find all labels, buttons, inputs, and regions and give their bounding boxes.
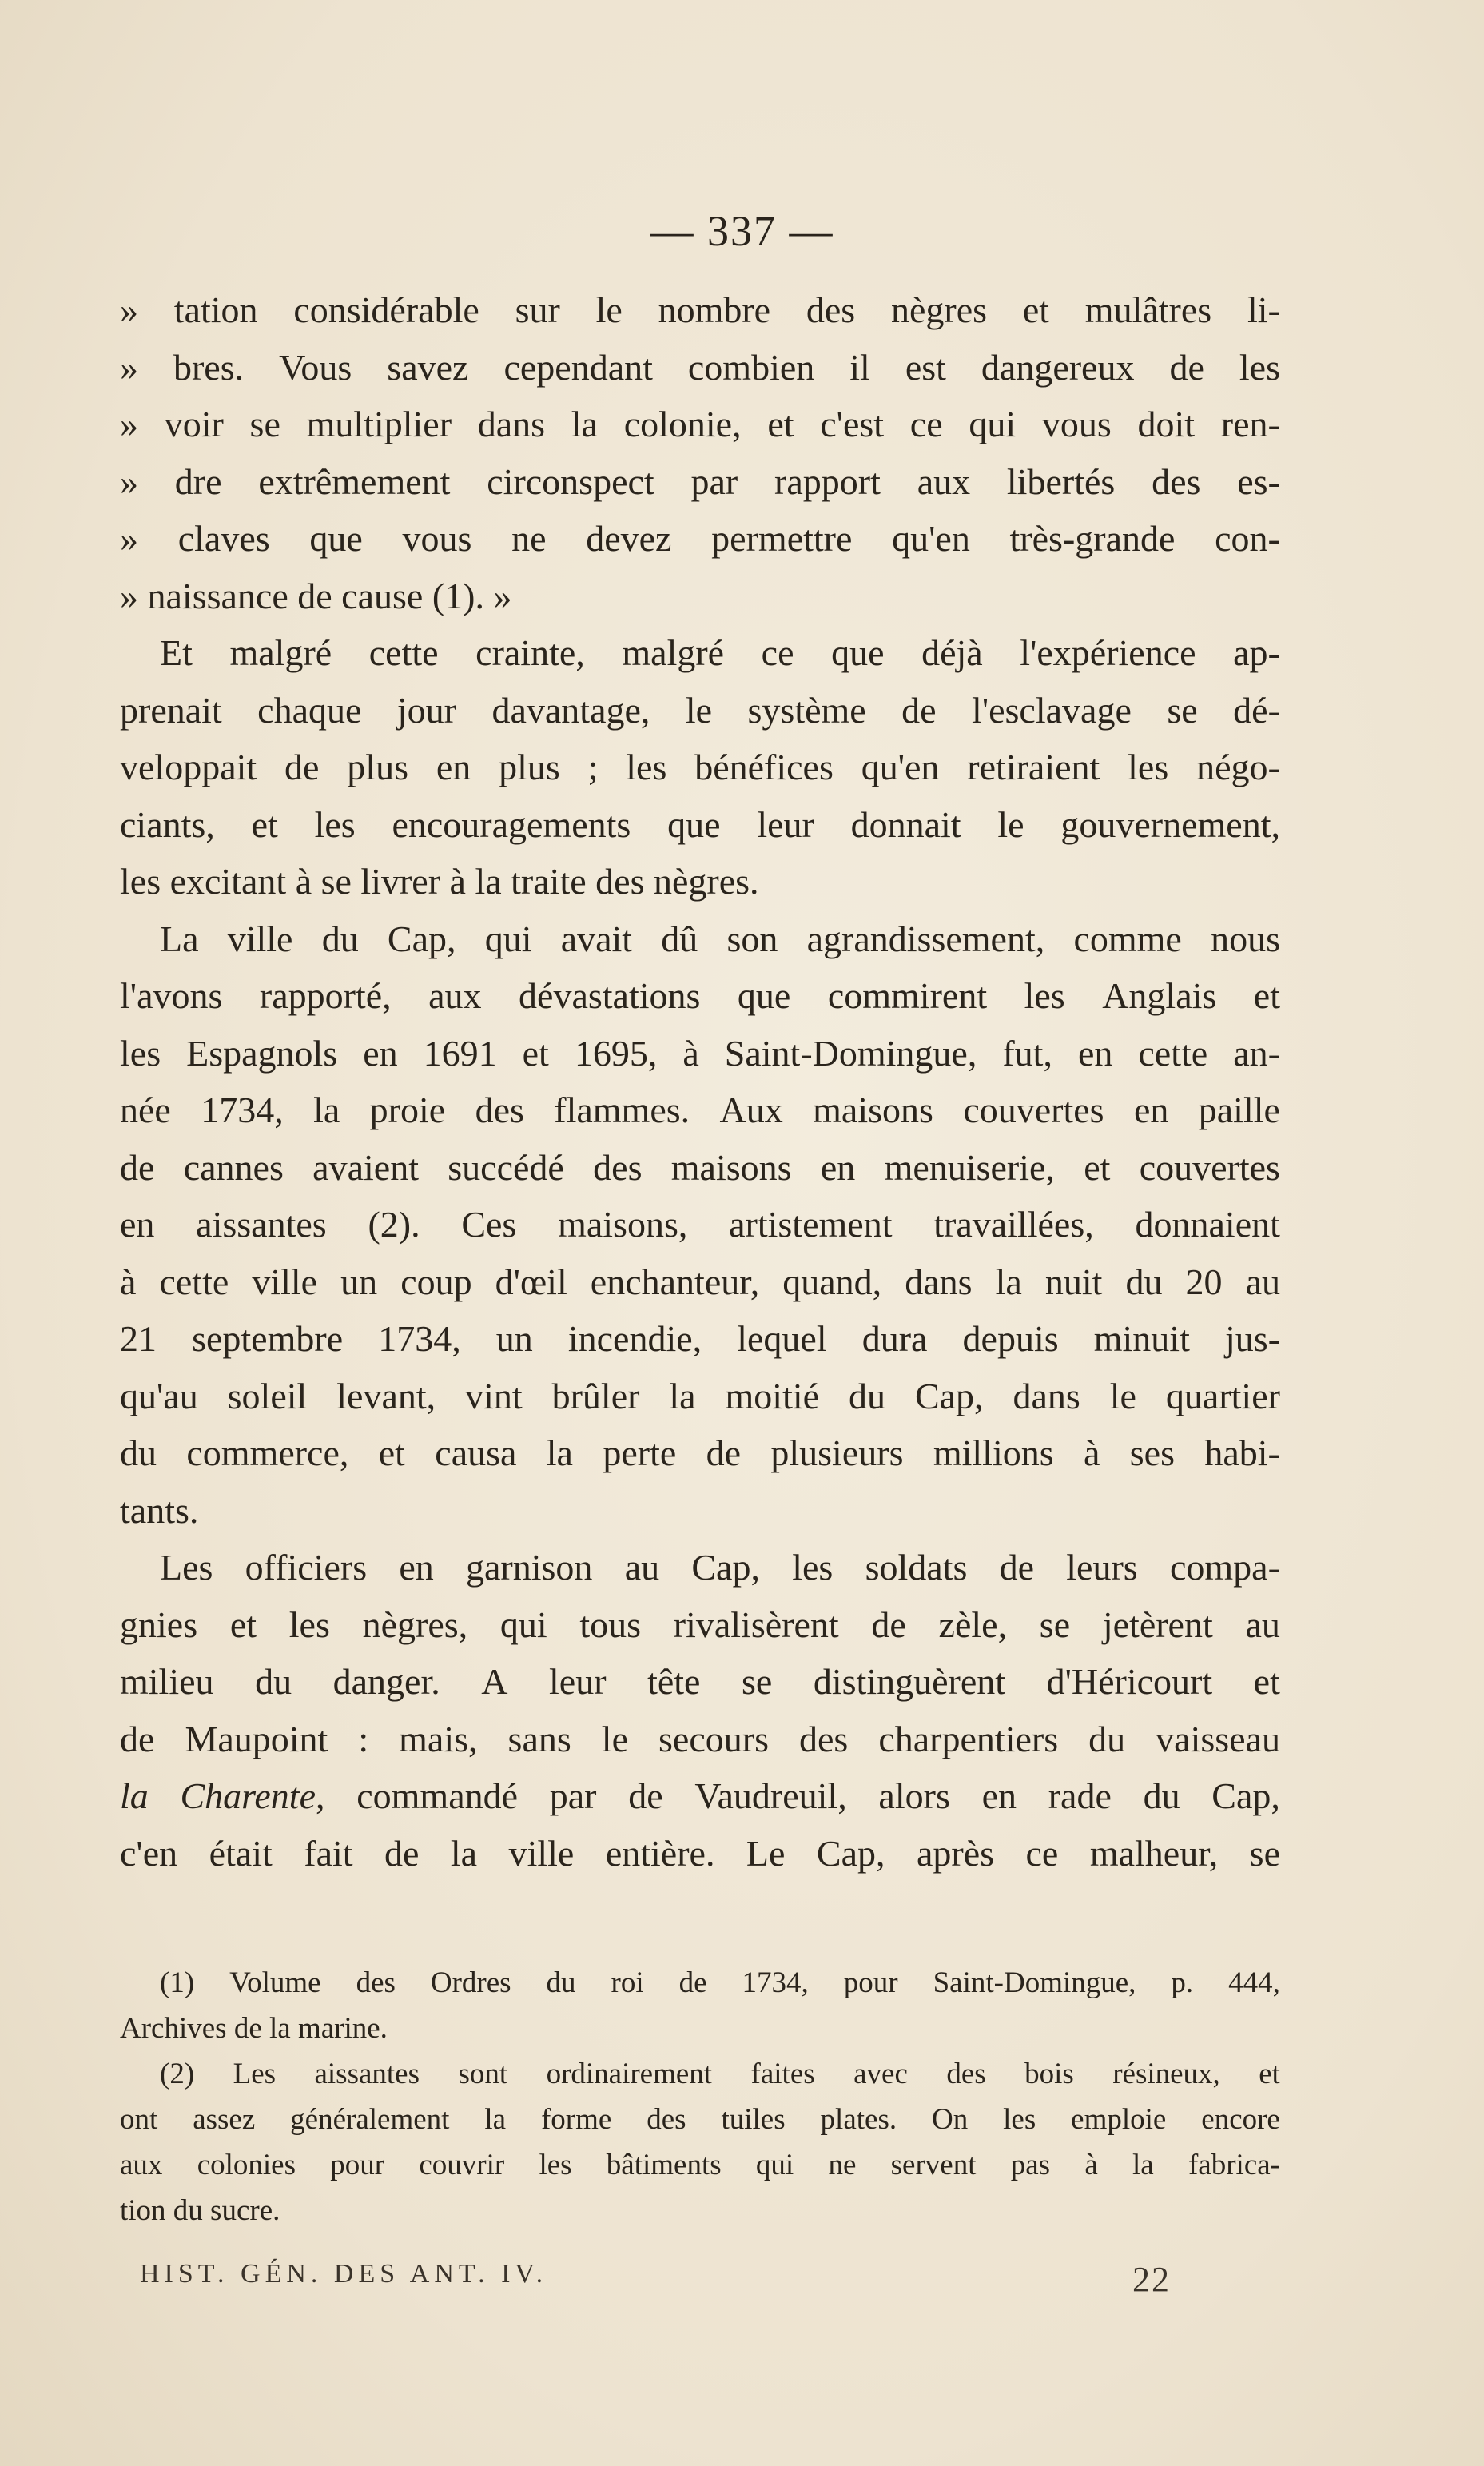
- text-line: née 1734, la proie des flammes. Aux maisons couvertes en paille: [120, 1090, 1280, 1130]
- sheet-number: 22: [1132, 2260, 1171, 2299]
- text-line: les Espagnols en 1691 et 1695, à Saint-Domingue, fut, en cette an-: [120, 1032, 1280, 1074]
- text-line: du commerce, et causa la perte de plusieurs millions à ses habi-: [120, 1432, 1280, 1473]
- text-line: prenait chaque jour davantage, le système de l'esclavage se dé-: [120, 689, 1280, 731]
- text-line: c'en était fait de la ville entière. Le Cap, après ce malheur, se: [120, 1832, 1280, 1874]
- text-line: tants.: [120, 1489, 199, 1531]
- text-line: » claves que vous ne devez permettre qu'en très-grande con-: [120, 518, 1280, 559]
- footnote-line: (1) Volume des Ordres du roi de 1734, pour Saint-Domingue, p. 444,: [160, 1966, 1280, 1999]
- footnote-line: ont assez généralement la forme des tuiles plates. On les emploie encore: [120, 2103, 1280, 2136]
- text-line: Et malgré cette crainte, malgré ce que déjà l'expérience ap-: [160, 632, 1280, 673]
- text-line: milieu du danger. A leur tête se distinguèrent d'Héricourt et: [120, 1661, 1280, 1702]
- text-line: gnies et les nègres, qui tous rivalisèrent de zèle, se jetèrent au: [120, 1603, 1280, 1645]
- text-line: l'avons rapporté, aux dévastations que commirent les Anglais et: [120, 975, 1280, 1016]
- text-line: qu'au soleil levant, vint brûler la moitié du Cap, dans le quartier: [120, 1375, 1280, 1416]
- body-text: [120, 281, 1280, 1882]
- page-number: — 337 —: [650, 207, 834, 255]
- text-line: de Maupoint : mais, sans le secours des charpentiers du vaisseau: [120, 1718, 1280, 1759]
- signature-title: HIST. GÉN. DES ANT. IV.: [140, 2259, 548, 2289]
- text-line: la Charente, commandé par de Vaudreuil, alors en rade du Cap,: [120, 1775, 1280, 1816]
- text-line: à cette ville un coup d'œil enchanteur, quand, dans la nuit du 20 au: [120, 1261, 1280, 1302]
- text-line: » voir se multiplier dans la colonie, et c'est ce qui vous doit ren-: [120, 404, 1280, 444]
- text-line: en aissantes (2). Ces maisons, artistement travaillées, donnaient: [120, 1204, 1280, 1245]
- footnote-line: aux colonies pour couvrir les bâtiments qui ne servent pas à la fabrica-: [120, 2149, 1280, 2181]
- footnote-line: tion du sucre.: [120, 2194, 280, 2227]
- footnote-line: Archives de la marine.: [120, 2012, 388, 2045]
- text-line: de cannes avaient succédé des maisons en menuiserie, et couvertes: [120, 1146, 1280, 1188]
- text-line: veloppait de plus en plus ; les bénéfices qu'en retiraient les négo-: [120, 747, 1280, 787]
- text-line: » tation considérable sur le nombre des nègres et mulâtres li-: [120, 289, 1280, 330]
- text-line: » naissance de cause (1). »: [120, 575, 512, 616]
- footnote-line: (2) Les aissantes sont ordinairement faites avec des bois résineux, et: [160, 2058, 1280, 2090]
- text-line: les excitant à se livrer à la traite des nègres.: [120, 861, 759, 902]
- printer-signature: [140, 2259, 1171, 2300]
- text-line: ciants, et les encouragements que leur donnait le gouvernement,: [120, 803, 1280, 845]
- text-line: 21 septembre 1734, un incendie, lequel dura depuis minuit jus-: [120, 1318, 1280, 1359]
- text-line: Les officiers en garnison au Cap, les soldats de leurs compa-: [160, 1547, 1280, 1588]
- text-line: La ville du Cap, qui avait dû son agrandissement, comme nous: [160, 918, 1280, 959]
- text-line: » dre extrêmement circonspect par rapport aux libertés des es-: [120, 460, 1280, 502]
- footnotes: [120, 1960, 1280, 2233]
- text-line: » bres. Vous savez cependant combien il est dangereux de les: [120, 346, 1280, 388]
